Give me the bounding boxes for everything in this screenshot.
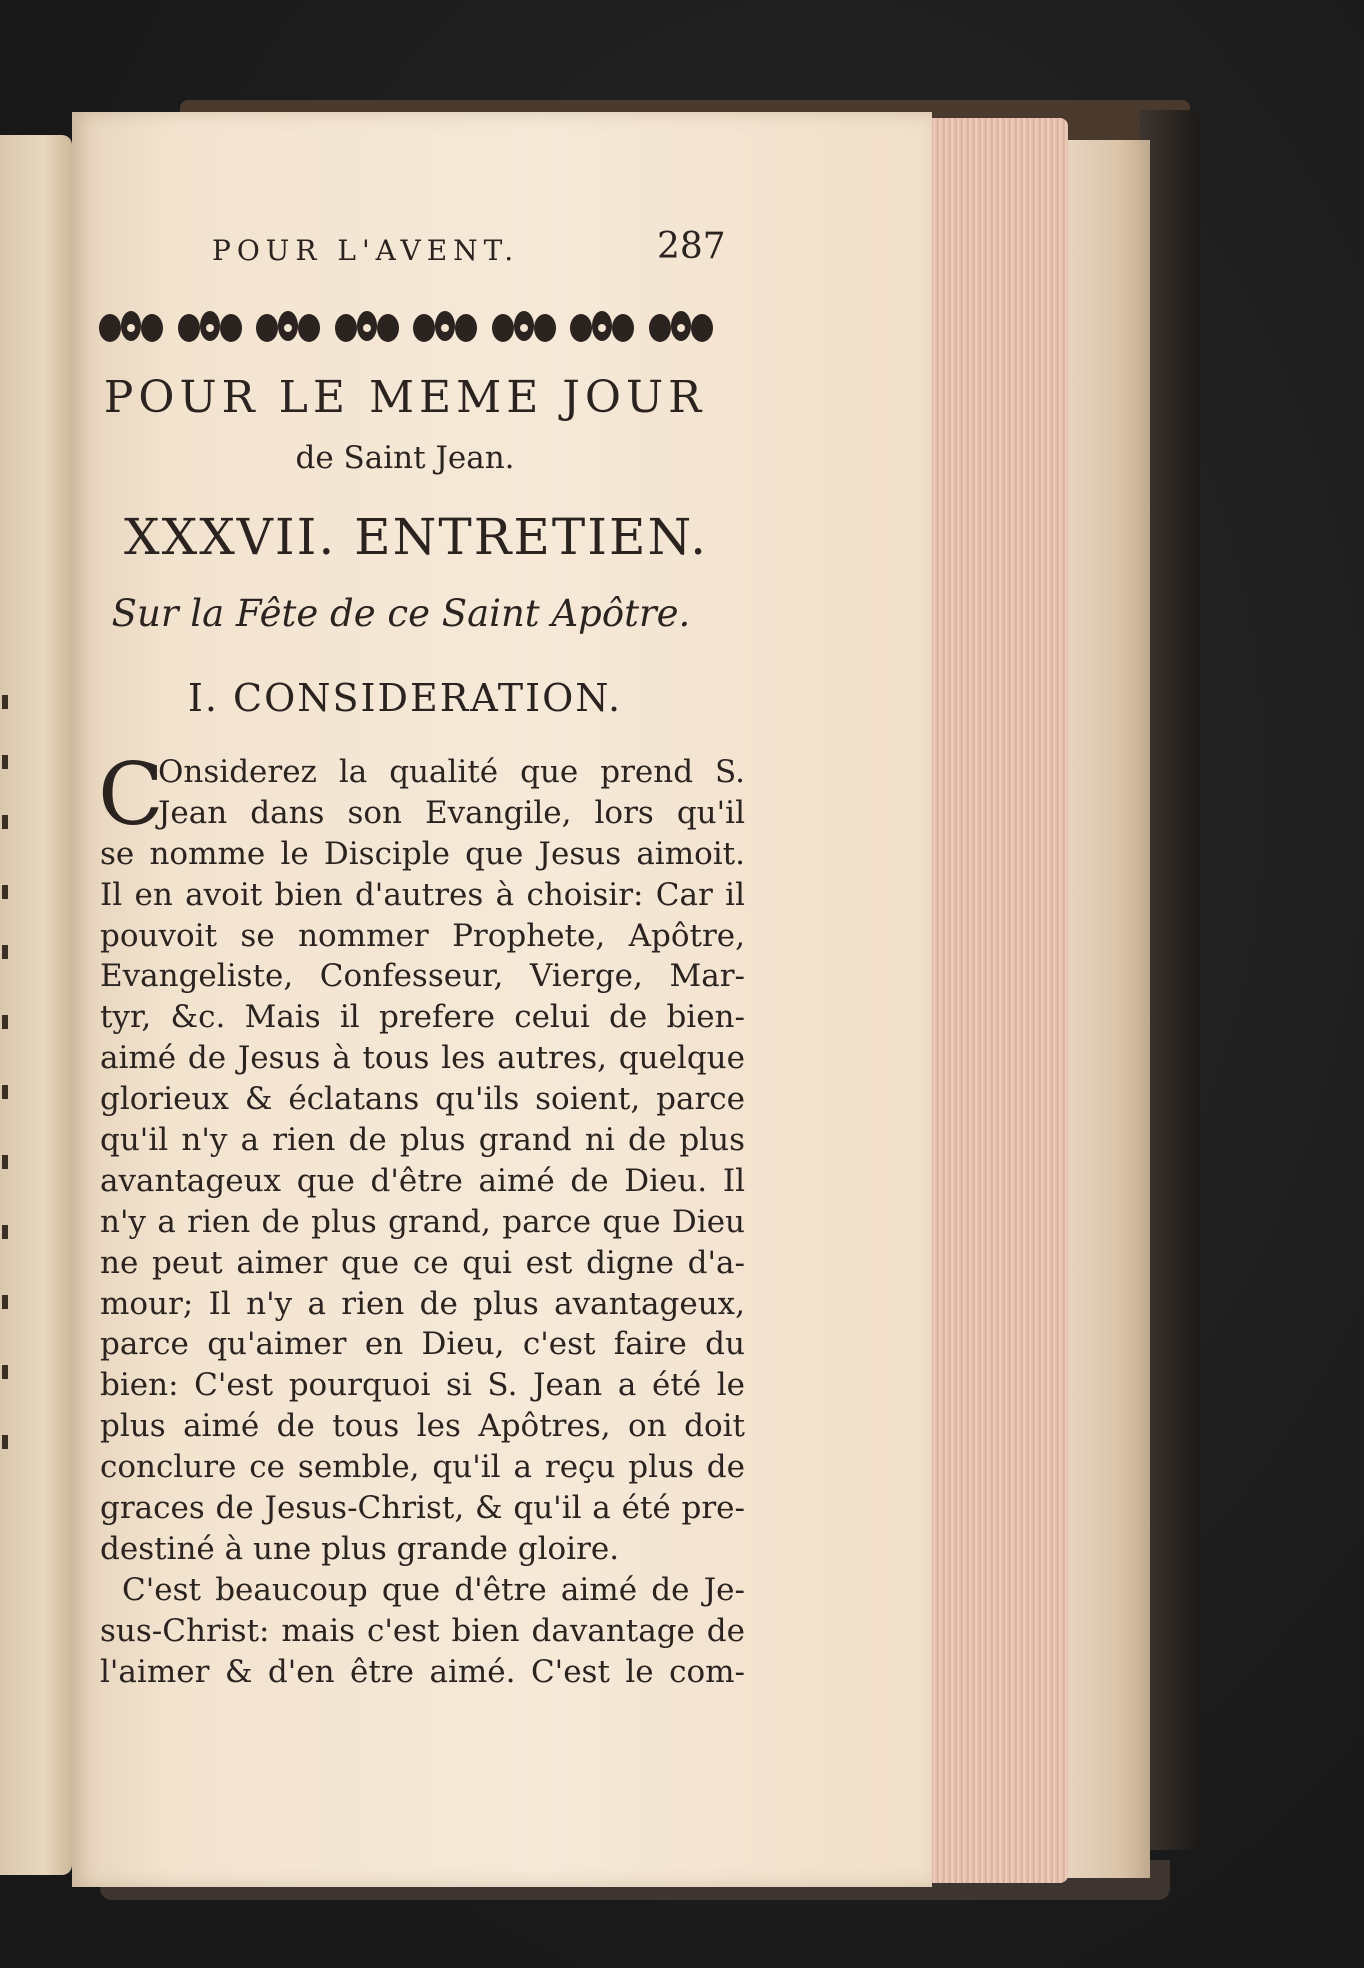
text-line: plus aimé de tous les Apôtres, on doit (100, 1408, 745, 1445)
heading-line-1: POUR LE MEME JOUR (103, 372, 707, 423)
text-line: graces de Jesus-Christ, & qu'il a été pre- (100, 1490, 745, 1527)
text-line: bien: C'est pourquoi si S. Jean a été le (100, 1367, 745, 1404)
text-line: conclure ce semble, qu'il a reçu plus de (100, 1449, 745, 1486)
text-line: Evangeliste, Confesseur, Vierge, Mar- (100, 958, 745, 995)
text-line: parce qu'aimer en Dieu, c'est faire du (100, 1326, 745, 1363)
heading-line-2: de Saint Jean. (295, 440, 515, 476)
text-line: aimé de Jesus à tous les autres, quelque (100, 1040, 745, 1077)
drop-cap: C (98, 745, 164, 845)
text-line: Jean dans son Evangile, lors qu'il (158, 794, 745, 831)
page-edges (918, 118, 1068, 1883)
text-line: C'est beaucoup que d'être aimé de Je- (122, 1571, 745, 1608)
page-block-side (1058, 140, 1150, 1878)
text-line: pouvoit se nommer Prophete, Apôtre, (100, 917, 745, 954)
page-number: 287 (657, 226, 726, 267)
previous-page-text-fragments (0, 695, 18, 1495)
text-line: Onsiderez la qualité que prend S. (158, 754, 745, 790)
text-line: qu'il n'y a rien de plus grand ni de plus (100, 1122, 745, 1159)
fleuron-ornament-icon (489, 309, 559, 347)
text-line: mour; Il n'y a rien de plus avantageux, (100, 1285, 745, 1322)
text-line: se nomme le Disciple que Jesus aimoit. (100, 835, 745, 872)
fleuron-ornament-icon (567, 309, 637, 347)
text-line: avantageux que d'être aimé de Dieu. Il (100, 1162, 745, 1199)
text-line: n'y a rien de plus grand, parce que Dieu (100, 1203, 745, 1240)
running-header (132, 226, 732, 276)
text-line: destiné à une plus grande gloire. (100, 1530, 620, 1567)
text-line: sus-Christ: mais c'est bien davantage de (100, 1612, 745, 1649)
fleuron-ornament-icon (332, 309, 402, 347)
fleuron-ornament-icon (96, 309, 166, 347)
chapter-title: XXXVII. ENTRETIEN. (124, 508, 708, 566)
text-line: Il en avoit bien d'autres à choisir: Car il (100, 876, 745, 913)
fleuron-ornament-icon (410, 309, 480, 347)
chapter-subtitle: Sur la Fête de ce Saint Apôtre. (111, 592, 691, 635)
fleuron-ornament-icon (175, 309, 245, 347)
text-line: tyr, &c. Mais il prefere celui de bien- (100, 999, 745, 1036)
section-heading: I. CONSIDERATION. (187, 676, 623, 720)
fleuron-ornament-icon (253, 309, 323, 347)
running-head: POUR L'AVENT. (212, 234, 520, 267)
body-text (98, 745, 745, 1692)
text-line: glorieux & éclatans qu'ils soient, parce (100, 1081, 745, 1118)
ornament-band (96, 306, 716, 350)
fleuron-ornament-icon (646, 309, 716, 347)
text-line: ne peut aimer que ce qui est digne d'a- (100, 1244, 745, 1281)
text-line: l'aimer & d'en être aimé. C'est le com- (100, 1653, 745, 1690)
previous-page-edge (0, 135, 72, 1875)
